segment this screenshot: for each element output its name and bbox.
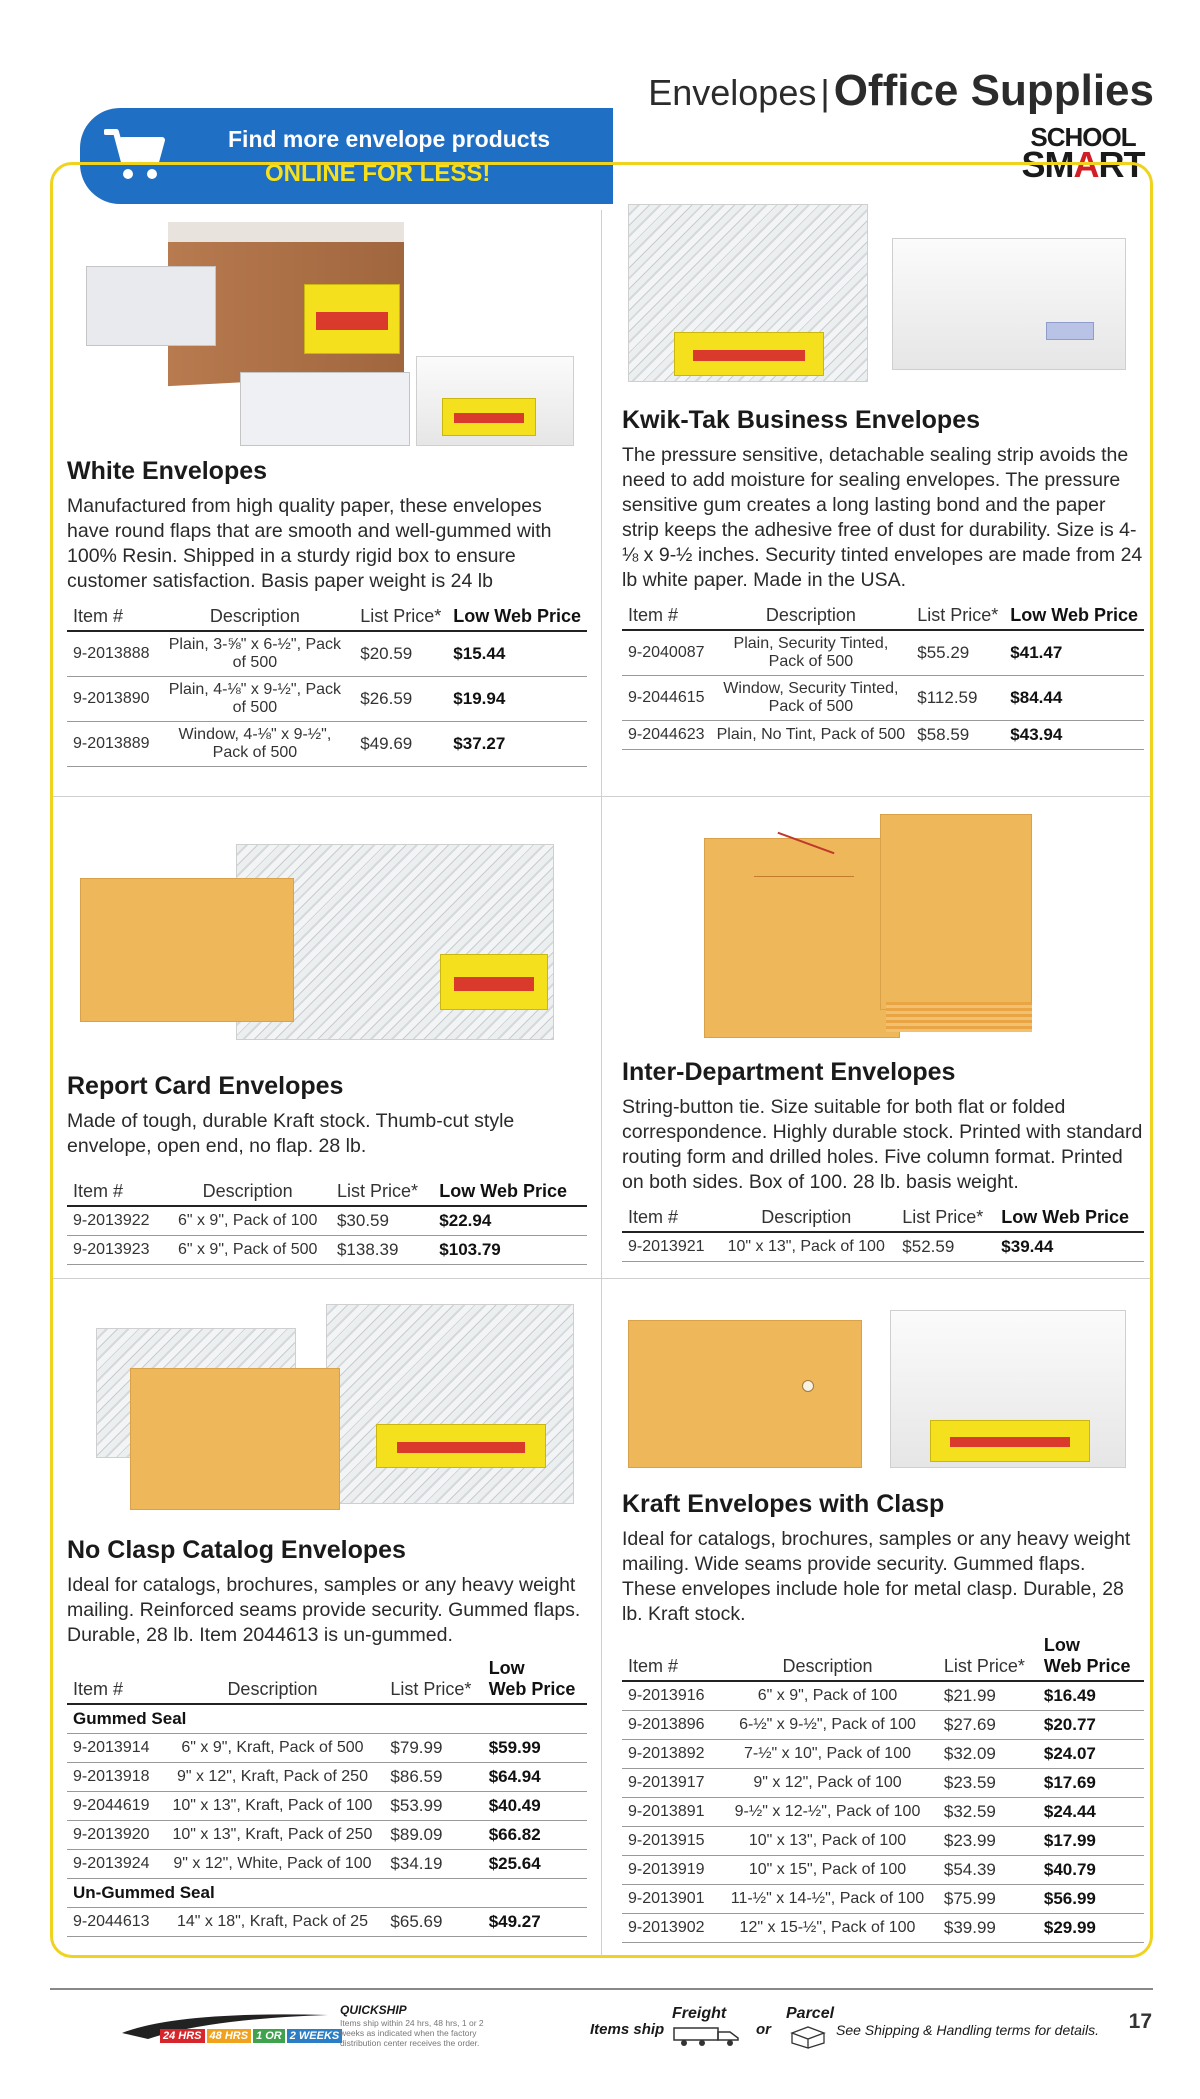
item-number: 9-2013891 (622, 1798, 717, 1827)
web-price: $56.99 (1038, 1885, 1144, 1914)
web-price: $17.99 (1038, 1827, 1144, 1856)
web-price: $20.77 (1038, 1711, 1144, 1740)
list-price: $23.59 (938, 1769, 1038, 1798)
col-low-web-price: Low Web Price (483, 1654, 587, 1704)
inter-department-block (622, 1058, 1144, 1262)
product-description: String-button tie. Size suitable for both flat or folded correspondence. Highly durable stock. Printed with standard routing form and drilled holes. Five column format. Printed on both sides. Box of 100. 28 lb. basis weight. (622, 1096, 1143, 1193)
white-envelopes-image (82, 222, 582, 450)
table-row (622, 1856, 1144, 1885)
table-row (67, 677, 587, 722)
col-list-price: List Price* (911, 601, 1004, 630)
web-price: $29.99 (1038, 1914, 1144, 1943)
list-price: $21.99 (938, 1681, 1038, 1711)
shipping-terms: See Shipping & Handling terms for details. (836, 2022, 1100, 2038)
web-price: $40.79 (1038, 1856, 1144, 1885)
col-low-web-price: Low Web Price (1004, 601, 1144, 630)
item-description: 9" x 12", Kraft, Pack of 250 (161, 1763, 385, 1792)
web-price: $43.94 (1004, 721, 1144, 750)
item-description: 9" x 12", Pack of 100 (717, 1769, 938, 1798)
web-price: $66.82 (483, 1821, 587, 1850)
item-description: Plain, Security Tinted, Pack of 500 (711, 630, 912, 676)
web-price: $17.69 (1038, 1769, 1144, 1798)
row-divider-2 (53, 1278, 1150, 1279)
list-price: $27.69 (938, 1711, 1038, 1740)
list-price: $112.59 (911, 676, 1004, 721)
list-price: $138.39 (331, 1236, 433, 1265)
item-description: 6" x 9", Kraft, Pack of 500 (161, 1734, 385, 1763)
item-description: 12" x 15-½", Pack of 100 (717, 1914, 938, 1943)
web-price: $16.49 (1038, 1681, 1144, 1711)
item-description: 11-½" x 14-½", Pack of 100 (717, 1885, 938, 1914)
list-price: $20.59 (354, 631, 447, 677)
item-number: 9-2013914 (67, 1734, 161, 1763)
title-separator: | (820, 72, 830, 113)
promo-line-2: ONLINE FOR LESS! (265, 160, 491, 187)
product-title: Inter-Department Envelopes (622, 1058, 956, 1086)
web-price: $49.27 (483, 1908, 587, 1937)
list-price: $53.99 (384, 1792, 482, 1821)
list-price: $86.59 (384, 1763, 482, 1792)
table-row (67, 1792, 587, 1821)
item-description: 10" x 15", Pack of 100 (717, 1856, 938, 1885)
badge-24hrs: 24 HRS (160, 2029, 205, 2043)
item-number: 9-2040087 (622, 630, 711, 676)
item-number: 9-2044615 (622, 676, 711, 721)
item-description: 14" x 18", Kraft, Pack of 25 (161, 1908, 385, 1937)
item-description: 6-½" x 9-½", Pack of 100 (717, 1711, 938, 1740)
item-number: 9-2044623 (622, 721, 711, 750)
item-number: 9-2013918 (67, 1763, 161, 1792)
web-price: $19.94 (447, 677, 587, 722)
table-row (622, 1827, 1144, 1856)
table-section-heading: Gummed Seal (67, 1704, 587, 1734)
col-description: Description (164, 1177, 331, 1206)
category-title: Envelopes (648, 72, 817, 113)
freight-truck-icon (672, 2025, 744, 2047)
col-description: Description (711, 601, 912, 630)
item-number: 9-2013924 (67, 1850, 161, 1879)
list-price: $30.59 (331, 1206, 433, 1236)
col-low-web-price: Low Web Price (1038, 1631, 1144, 1681)
inter-department-envelopes-image (700, 812, 1040, 1048)
table-row (67, 1236, 587, 1265)
item-number: 9-2013890 (67, 677, 156, 722)
web-price: $64.94 (483, 1763, 587, 1792)
item-description: 10" x 13", Pack of 100 (716, 1232, 896, 1262)
col-list-price: List Price* (384, 1654, 482, 1704)
report-card-envelopes-image (76, 844, 576, 1044)
footer-divider (50, 1988, 1153, 1990)
product-title: Kwik-Tak Business Envelopes (622, 406, 980, 434)
table-row (67, 631, 587, 677)
col-description: Description (161, 1654, 385, 1704)
web-price: $24.07 (1038, 1740, 1144, 1769)
list-price: $32.59 (938, 1798, 1038, 1827)
item-description: 10" x 13", Kraft, Pack of 100 (161, 1792, 385, 1821)
col-low-web-price: Low Web Price (447, 602, 587, 631)
promo-line-1: Find more envelope products (228, 126, 551, 152)
product-title: Kraft Envelopes with Clasp (622, 1490, 945, 1518)
product-title: No Clasp Catalog Envelopes (67, 1536, 406, 1564)
list-price: $32.09 (938, 1740, 1038, 1769)
col-list-price: List Price* (354, 602, 447, 631)
table-row (622, 1798, 1144, 1827)
school-smart-logo: SCHOOL SMART (1021, 122, 1145, 186)
item-number: 9-2013919 (622, 1856, 717, 1885)
table-row (67, 722, 587, 767)
item-description: 6" x 9", Pack of 100 (164, 1206, 331, 1236)
col-low-web-price: Low Web Price (995, 1203, 1144, 1232)
badge-48hrs: 48 HRS (207, 2029, 252, 2043)
web-price: $39.44 (995, 1232, 1144, 1262)
page-number: 17 (1128, 2010, 1152, 2033)
column-divider (601, 210, 602, 1956)
product-description: Manufactured from high quality paper, these envelopes have round flaps that are smooth and well-gummed with 100% Resin. Shipped in a sturdy rigid box to ensure customer satisfaction. Basis paper weight is 24 lb (67, 495, 552, 592)
item-number: 9-2013901 (622, 1885, 717, 1914)
parcel-box-icon (786, 2025, 830, 2049)
col-item: Item # (622, 601, 711, 630)
product-title: White Envelopes (67, 457, 268, 485)
col-list-price: List Price* (331, 1177, 433, 1206)
web-price: $103.79 (433, 1236, 587, 1265)
table-row (67, 1734, 587, 1763)
item-description: 9" x 12", White, Pack of 100 (161, 1850, 385, 1879)
web-price: $59.99 (483, 1734, 587, 1763)
item-number: 9-2013892 (622, 1740, 717, 1769)
table-row (622, 1769, 1144, 1798)
list-price: $34.19 (384, 1850, 482, 1879)
list-price: $55.29 (911, 630, 1004, 676)
item-number: 9-2044613 (67, 1908, 161, 1937)
price-table (67, 1177, 587, 1265)
product-description: Ideal for catalogs, brochures, samples or any heavy weight mailing. Wide seams provide security. Gummed flaps. These envelopes include hole for metal clasp. Durable, 28 lb. Kraft stock. (622, 1528, 1131, 1625)
quickship-legend (118, 2003, 498, 2059)
item-number: 9-2013916 (622, 1681, 717, 1711)
badge-2weeks: 2 WEEKS (287, 2029, 343, 2043)
table-row (67, 1763, 587, 1792)
item-description: 9-½" x 12-½", Pack of 100 (717, 1798, 938, 1827)
parcel-label: Parcel (786, 2005, 835, 2022)
table-row (622, 721, 1144, 750)
item-description: 6" x 9", Pack of 100 (717, 1681, 938, 1711)
kraft-clasp-envelopes-image (624, 1296, 1128, 1472)
table-row (622, 1232, 1144, 1262)
web-price: $24.44 (1038, 1798, 1144, 1827)
item-description: Plain, 4-⅛" x 9-½", Pack of 500 (156, 677, 355, 722)
item-description: 7-½" x 10", Pack of 100 (717, 1740, 938, 1769)
col-description: Description (156, 602, 355, 631)
item-number: 9-2013889 (67, 722, 156, 767)
col-item: Item # (67, 602, 156, 631)
list-price: $54.39 (938, 1856, 1038, 1885)
list-price: $65.69 (384, 1908, 482, 1937)
web-price: $37.27 (447, 722, 587, 767)
col-description: Description (716, 1203, 896, 1232)
table-row (622, 1711, 1144, 1740)
table-row (622, 630, 1144, 676)
price-table (622, 1203, 1144, 1262)
item-number: 9-2013923 (67, 1236, 164, 1265)
page-title (648, 66, 1154, 116)
no-clasp-catalog-block (67, 1536, 587, 1937)
table-row (67, 1908, 587, 1937)
col-low-web-price: Low Web Price (433, 1177, 587, 1206)
item-number: 9-2044619 (67, 1792, 161, 1821)
freight-label: Freight (672, 2005, 727, 2022)
col-item: Item # (67, 1177, 164, 1206)
item-number: 9-2013917 (622, 1769, 717, 1798)
col-item: Item # (622, 1631, 717, 1681)
price-table (622, 1631, 1144, 1943)
item-number: 9-2013921 (622, 1232, 716, 1262)
web-price: $22.94 (433, 1206, 587, 1236)
item-description: Window, 4-⅛" x 9-½", Pack of 500 (156, 722, 355, 767)
list-price: $49.69 (354, 722, 447, 767)
web-price: $84.44 (1004, 676, 1144, 721)
table-row (67, 1850, 587, 1879)
item-description: Plain, 3-⅝" x 6-½", Pack of 500 (156, 631, 355, 677)
item-description: Plain, No Tint, Pack of 500 (711, 721, 912, 750)
web-price: $40.49 (483, 1792, 587, 1821)
list-price: $79.99 (384, 1734, 482, 1763)
badge-1week: 1 OR (253, 2029, 285, 2043)
row-divider-1 (53, 796, 1150, 797)
list-price: $52.59 (896, 1232, 995, 1262)
list-price: $58.59 (911, 721, 1004, 750)
item-description: 6" x 9", Pack of 500 (164, 1236, 331, 1265)
kwik-tak-envelopes-image (624, 196, 1136, 392)
quickship-title: QUICKSHIP (340, 2003, 407, 2017)
item-number: 9-2013902 (622, 1914, 717, 1943)
table-row (622, 1914, 1144, 1943)
item-number: 9-2013888 (67, 631, 156, 677)
white-envelopes-block (67, 457, 587, 767)
quickship-fine-print: Items ship within 24 hrs, 48 hrs, 1 or 2 weeks as indicated when the factory distribution center receives the order. (340, 2018, 484, 2048)
list-price: $26.59 (354, 677, 447, 722)
item-description: 10" x 13", Pack of 100 (717, 1827, 938, 1856)
col-list-price: List Price* (938, 1631, 1038, 1681)
table-row (622, 676, 1144, 721)
no-clasp-catalog-envelopes-image (90, 1300, 580, 1518)
item-number: 9-2013915 (622, 1827, 717, 1856)
or-label: or (756, 2021, 771, 2038)
item-number: 9-2013922 (67, 1206, 164, 1236)
table-row (67, 1206, 587, 1236)
items-ship-label: Items ship (590, 2021, 665, 2038)
col-item: Item # (622, 1203, 716, 1232)
col-item: Item # (67, 1654, 161, 1704)
web-price: $15.44 (447, 631, 587, 677)
item-number: 9-2013920 (67, 1821, 161, 1850)
product-description: Ideal for catalogs, brochures, samples or any heavy weight mailing. Reinforced seams provide security. Gummed flaps. Durable, 28 lb. Item 2044613 is un-gummed. (67, 1574, 581, 1646)
kwik-tak-block (622, 406, 1144, 750)
table-row (622, 1885, 1144, 1914)
product-description: The pressure sensitive, detachable sealing strip avoids the need to add moisture for sealing envelopes. The pressure sensitive gum creates a long lasting bond and the paper strip keeps the adhesive free of dust for durability. Size is 4-⅛ x 9-½ inches. Security tinted envelopes are made from 24 lb white paper. Made in the USA. (622, 444, 1143, 591)
list-price: $23.99 (938, 1827, 1038, 1856)
table-section-heading: Un-Gummed Seal (67, 1879, 587, 1908)
item-description: Window, Security Tinted, Pack of 500 (711, 676, 912, 721)
list-price: $75.99 (938, 1885, 1038, 1914)
col-list-price: List Price* (896, 1203, 995, 1232)
price-table (67, 1654, 587, 1937)
section-title: Office Supplies (833, 66, 1154, 115)
table-row (622, 1681, 1144, 1711)
table-row (622, 1740, 1144, 1769)
web-price: $41.47 (1004, 630, 1144, 676)
list-price: $89.09 (384, 1821, 482, 1850)
list-price: $39.99 (938, 1914, 1038, 1943)
kraft-clasp-block (622, 1490, 1144, 1943)
item-number: 9-2013896 (622, 1711, 717, 1740)
web-price: $25.64 (483, 1850, 587, 1879)
price-table (67, 602, 587, 767)
price-table (622, 601, 1144, 750)
report-card-block (67, 1072, 587, 1265)
table-row (67, 1821, 587, 1850)
item-description: 10" x 13", Kraft, Pack of 250 (161, 1821, 385, 1850)
product-title: Report Card Envelopes (67, 1072, 344, 1100)
col-description: Description (717, 1631, 938, 1681)
product-description: Made of tough, durable Kraft stock. Thumb-cut style envelope, open end, no flap. 28 lb. (67, 1110, 515, 1157)
